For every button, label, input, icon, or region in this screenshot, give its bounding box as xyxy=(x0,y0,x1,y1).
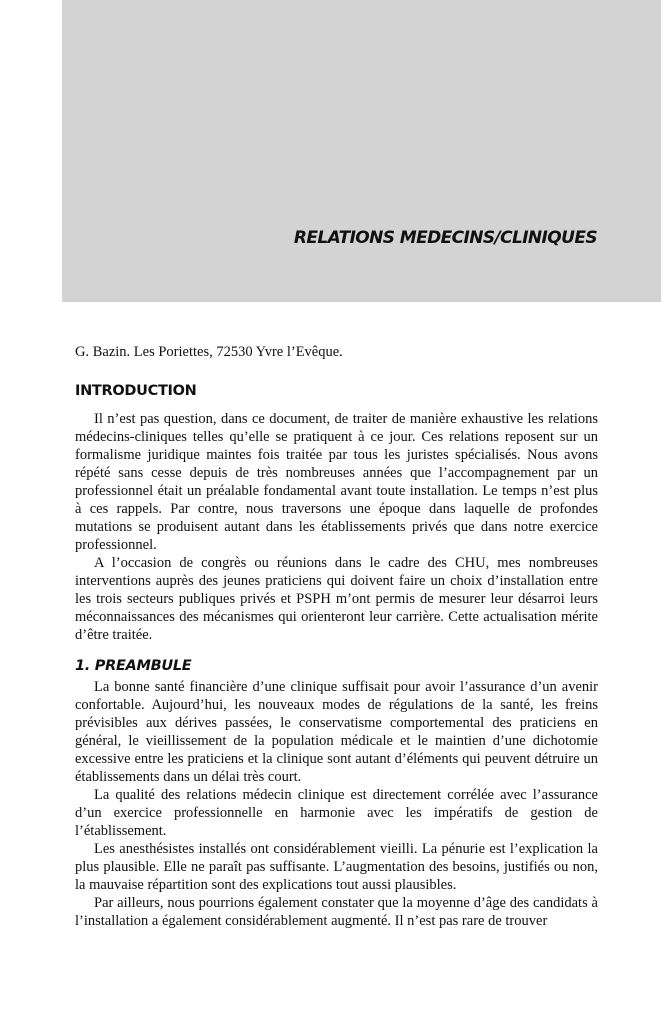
section-heading-preambule: 1. PREAMBULE xyxy=(75,658,192,674)
document-body xyxy=(75,343,598,930)
section-heading-introduction: INTRODUCTION xyxy=(75,383,197,399)
chapter-title: RELATIONS MEDECINS/CLINIQUES xyxy=(293,228,597,248)
paragraph: Par ailleurs, nous pourrions également constater que la moyenne d’âge des candidats à l’installation a également considérablement augmenté. Il n’est pas rare de trouver xyxy=(75,895,598,929)
paragraph: La qualité des relations médecin clinique est directement corrélée avec l’assurance d’un exercice professionnelle en harmonie avec les impératifs de gestion de l’établissement. xyxy=(75,787,598,839)
paragraph: Il n’est pas question, dans ce document, de traiter de manière exhaustive les relations médecins-cliniques telles qu’elle se pratiquent à ce jour. Ces relations reposent sur un formalisme juridique maintes fois traitée par tous les juristes spécialisés. Nous avons répété sans cesse depuis de très nombreuses années que l’accompagnement par un professionnel était un préalable fondamental avant toute installation. Le temps n’est plus à ces rappels. Par contre, nous traversons une époque dans laquelle de profondes mutations se produisent autant dans les établissements privés que dans notre exercice professionnel. xyxy=(75,411,598,553)
author-affiliation: G. Bazin. Les Poriettes, 72530 Yvre l’Evêque. xyxy=(75,344,343,360)
chapter-header-band xyxy=(62,0,661,302)
paragraph: Les anesthésistes installés ont considérablement vieilli. La pénurie est l’explication la plus plausible. Elle ne paraît pas suffisante. L’augmentation des besoins, justifiés ou non, la mauvaise répartition sont des explications tout aussi plausibles. xyxy=(75,841,598,893)
paragraph: La bonne santé financière d’une clinique suffisait pour avoir l’assurance d’un avenir confortable. Aujourd’hui, les nouveaux modes de régulations de la santé, les freins prévisibles aux dérives passées, le conservatisme comportemental des praticiens en général, le vieillissement de la population médicale et le maintien d’une dichotomie excessive entre les praticiens et la clinique sont autant d’éléments qui peuvent détruire un établissements dans un délai très court. xyxy=(75,679,598,785)
paragraph: A l’occasion de congrès ou réunions dans le cadre des CHU, mes nombreuses interventions auprès des jeunes praticiens qui doivent faire un choix d’installation entre les trois secteurs publiques privés et PSPH m’ont permis de mesurer leur désarroi leurs méconnaissances des mécanismes qui orienteront leur carrière. Cette actualisation mérite d’être traitée. xyxy=(75,555,598,643)
